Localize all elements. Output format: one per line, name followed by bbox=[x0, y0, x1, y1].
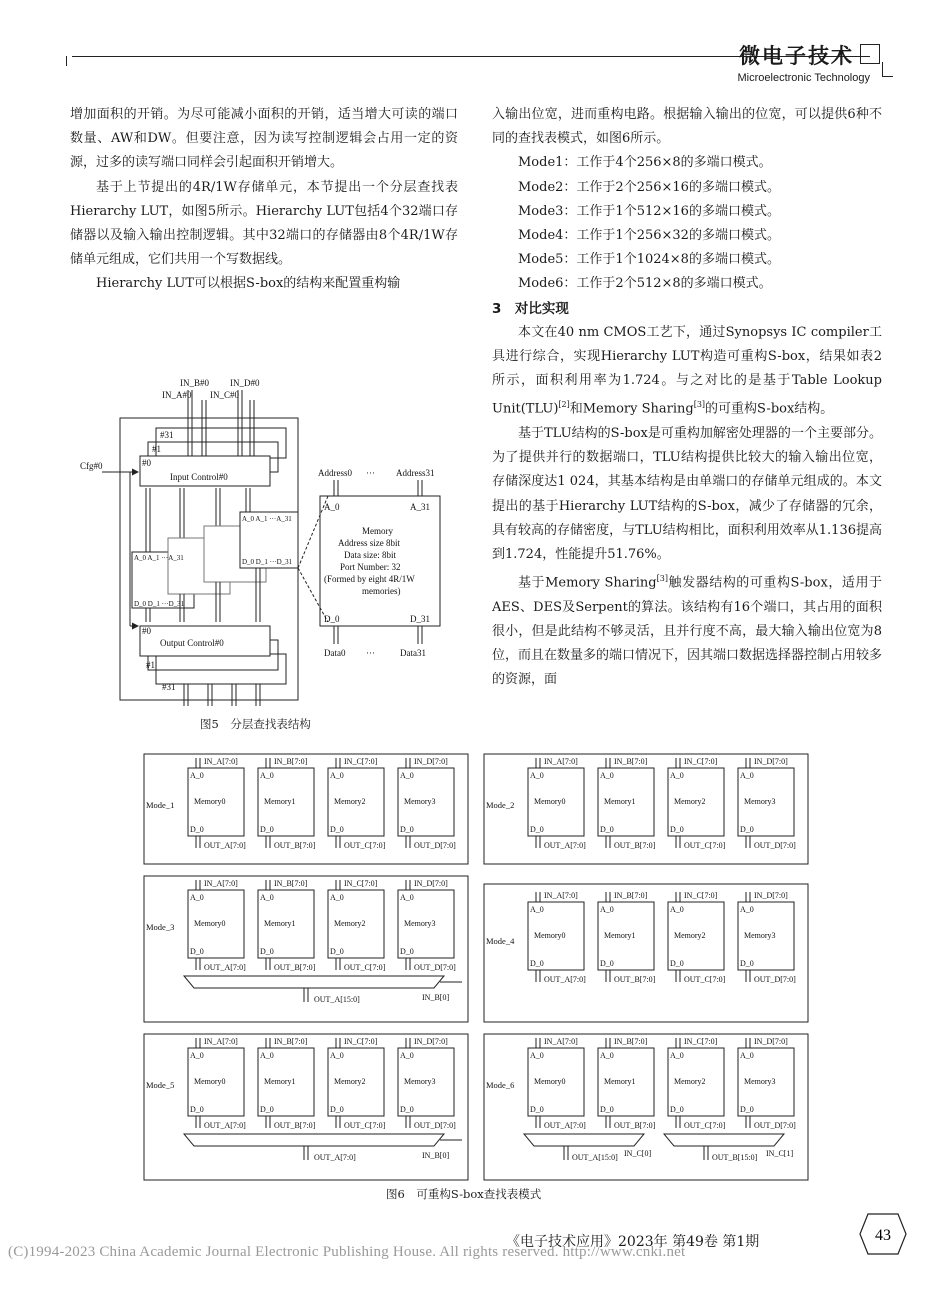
port-a0: A_0 bbox=[740, 905, 754, 914]
mode-item: Mode5：工作于1个1024×8的多端口模式。 bbox=[518, 252, 780, 268]
memory-label: Memory0 bbox=[534, 1077, 566, 1086]
port-a0: A_0 bbox=[190, 771, 204, 780]
fig5-small-mem-label: D_0 D_1 ···D_31 bbox=[242, 558, 293, 566]
port-a0: A_0 bbox=[400, 771, 414, 780]
fig5-cfg: Cfg#0 bbox=[80, 461, 103, 471]
port-d0: D_0 bbox=[330, 947, 344, 956]
port-a0: A_0 bbox=[740, 771, 754, 780]
port-d0: D_0 bbox=[400, 1105, 414, 1114]
port-a0: A_0 bbox=[670, 905, 684, 914]
input-label: IN_A[7:0] bbox=[544, 1037, 578, 1046]
output-label: OUT_A[7:0] bbox=[204, 841, 246, 850]
output-label: OUT_A[7:0] bbox=[204, 1121, 246, 1130]
memory-label: Memory1 bbox=[264, 797, 296, 806]
output-label: OUT_D[7:0] bbox=[754, 975, 796, 984]
input-label: IN_D[7:0] bbox=[754, 757, 788, 766]
journal-citation: 《电子技术应用》2023年 第49卷 第1期 bbox=[506, 1234, 760, 1250]
fig5-in-c: IN_C#0 bbox=[210, 390, 239, 400]
fig5-mem-line: Data size: 8bit bbox=[344, 550, 396, 560]
port-d0: D_0 bbox=[670, 959, 684, 968]
memory-label: Memory1 bbox=[264, 919, 296, 928]
input-label: IN_A[7:0] bbox=[544, 757, 578, 766]
fig5-dots: ··· bbox=[366, 468, 375, 478]
output-label: OUT_A[7:0] bbox=[544, 975, 586, 984]
memory-label: Memory1 bbox=[604, 931, 636, 940]
input-label: IN_C[7:0] bbox=[684, 1037, 718, 1046]
mux-output-label: OUT_B[15:0] bbox=[712, 1153, 758, 1162]
fig5-d0: D_0 bbox=[324, 614, 340, 624]
port-d0: D_0 bbox=[600, 825, 614, 834]
fig5-in-d: IN_D#0 bbox=[230, 378, 260, 388]
fig5-label: #31 bbox=[160, 430, 174, 440]
port-a0: A_0 bbox=[530, 771, 544, 780]
output-label: OUT_D[7:0] bbox=[754, 1121, 796, 1130]
input-label: IN_B[7:0] bbox=[614, 891, 648, 900]
mux-select-label: IN_C[1] bbox=[766, 1149, 794, 1158]
copyright-line: (C)1994-2023 China Academic Journal Electronic Publishing House. All rights reserved. http://www.cnki.net bbox=[8, 1244, 686, 1260]
port-a0: A_0 bbox=[260, 1051, 274, 1060]
port-d0: D_0 bbox=[190, 947, 204, 956]
input-label: IN_C[7:0] bbox=[344, 1037, 378, 1046]
fig5-memory: Memory bbox=[362, 526, 393, 536]
memory-label: Memory1 bbox=[604, 797, 636, 806]
memory-label: Memory3 bbox=[404, 1077, 436, 1086]
mux-select-label: IN_C[0] bbox=[624, 1149, 652, 1158]
page-number-badge bbox=[858, 1212, 908, 1256]
output-label: OUT_C[7:0] bbox=[344, 841, 386, 850]
output-label: OUT_B[7:0] bbox=[614, 1121, 656, 1130]
mux-output-label: OUT_A[7:0] bbox=[314, 1153, 356, 1162]
journal-section-subtitle: Microelectronic Technology bbox=[737, 72, 870, 84]
port-d0: D_0 bbox=[330, 825, 344, 834]
mux-block bbox=[184, 976, 444, 988]
output-label: OUT_B[7:0] bbox=[614, 975, 656, 984]
page-number: 43 bbox=[875, 1227, 891, 1244]
input-label: IN_C[7:0] bbox=[344, 757, 378, 766]
port-d0: D_0 bbox=[600, 959, 614, 968]
port-d0: D_0 bbox=[190, 825, 204, 834]
fig5-in-b: IN_B#0 bbox=[180, 378, 209, 388]
memory-label: Memory2 bbox=[674, 1077, 706, 1086]
header-box-mark-2 bbox=[882, 62, 893, 77]
memory-label: Memory2 bbox=[334, 797, 366, 806]
memory-label: Memory2 bbox=[334, 919, 366, 928]
fig5-mem-line: Address size 8bit bbox=[338, 538, 400, 548]
port-d0: D_0 bbox=[190, 1105, 204, 1114]
input-label: IN_B[7:0] bbox=[274, 879, 308, 888]
mux-output-label: OUT_A[15:0] bbox=[314, 995, 360, 1004]
memory-label: Memory2 bbox=[674, 797, 706, 806]
fig5-address0: Address0 bbox=[318, 468, 352, 478]
output-label: OUT_C[7:0] bbox=[344, 1121, 386, 1130]
output-label: OUT_C[7:0] bbox=[684, 975, 726, 984]
output-label: OUT_B[7:0] bbox=[614, 841, 656, 850]
output-label: OUT_A[7:0] bbox=[544, 1121, 586, 1130]
port-a0: A_0 bbox=[400, 1051, 414, 1060]
paragraph: 增加面积的开销。为尽可能减小面积的开销，适当增大可读的端口数量、AW和DW。但要注意，因为读写控制逻辑会占用一定的资源，过多的读写端口同样会引起面积开销增大。 bbox=[70, 107, 458, 171]
section-heading: 3 对比实现 bbox=[492, 300, 569, 317]
memory-label: Memory0 bbox=[534, 797, 566, 806]
port-d0: D_0 bbox=[670, 825, 684, 834]
input-label: IN_D[7:0] bbox=[414, 879, 448, 888]
port-a0: A_0 bbox=[670, 771, 684, 780]
fig5-label: #1 bbox=[152, 444, 161, 454]
output-label: OUT_C[7:0] bbox=[344, 963, 386, 972]
port-a0: A_0 bbox=[190, 893, 204, 902]
port-d0: D_0 bbox=[600, 1105, 614, 1114]
mux-select-label: IN_B[0] bbox=[422, 1151, 450, 1160]
port-a0: A_0 bbox=[670, 1051, 684, 1060]
output-label: OUT_D[7:0] bbox=[414, 1121, 456, 1130]
fig5-label: #31 bbox=[162, 682, 176, 692]
input-label: IN_D[7:0] bbox=[414, 1037, 448, 1046]
fig5-d31: D_31 bbox=[410, 614, 430, 624]
memory-label: Memory0 bbox=[194, 797, 226, 806]
input-label: IN_A[7:0] bbox=[204, 757, 238, 766]
input-label: IN_C[7:0] bbox=[344, 879, 378, 888]
port-a0: A_0 bbox=[330, 893, 344, 902]
port-a0: A_0 bbox=[330, 771, 344, 780]
citation-ref: [3] bbox=[656, 574, 668, 584]
output-label: OUT_D[7:0] bbox=[754, 841, 796, 850]
input-label: IN_C[7:0] bbox=[684, 757, 718, 766]
paragraph: 基于TLU结构的S-box是可重构加解密处理器的一个主要部分。为了提供并行的数据端口，TLU结构提供比较大的输入输出位宽，存储深度达1 024，其基本结构是由单端口的存储单元组成的。本文提出的基于Hierarchy LUT结构的S-box，减少了存储器的冗余，具有较高的存储密度，与TLU结构相比，面积利用效率从1.136提高到1.724，性能提升51.76%。 bbox=[492, 425, 882, 562]
output-label: OUT_B[7:0] bbox=[274, 841, 316, 850]
port-d0: D_0 bbox=[530, 1105, 544, 1114]
mux-block bbox=[664, 1134, 784, 1146]
port-d0: D_0 bbox=[260, 947, 274, 956]
fig5-a31: A_31 bbox=[410, 502, 430, 512]
port-a0: A_0 bbox=[600, 771, 614, 780]
mode-label: Mode_5 bbox=[146, 1080, 175, 1090]
fig5-label: #0 bbox=[142, 626, 151, 636]
port-a0: A_0 bbox=[400, 893, 414, 902]
input-label: IN_B[7:0] bbox=[614, 1037, 648, 1046]
port-d0: D_0 bbox=[330, 1105, 344, 1114]
paragraph: 基于上节提出的4R/1W存储单元，本节提出一个分层查找表Hierarchy LUT，如图5所示。Hierarchy LUT包括4个32端口存储器以及输入输出控制逻辑。其中32端口的存储器由8个4R/1W存储单元组成，它们共用一个写数据线。 bbox=[70, 179, 458, 268]
port-d0: D_0 bbox=[740, 825, 754, 834]
memory-label: Memory3 bbox=[744, 931, 776, 940]
fig5-data31: Data31 bbox=[400, 648, 426, 658]
port-d0: D_0 bbox=[260, 1105, 274, 1114]
output-label: OUT_A[7:0] bbox=[204, 963, 246, 972]
citation-ref: [2] bbox=[558, 400, 570, 410]
fig5-small-mem-label: D_0 D_1 ···D_31 bbox=[134, 600, 185, 608]
figure-6-caption: 图6 可重构S-box查找表模式 bbox=[386, 1187, 542, 1201]
fig5-mem-line: (Formed by eight 4R/1W bbox=[324, 574, 415, 584]
port-d0: D_0 bbox=[740, 959, 754, 968]
memory-label: Memory0 bbox=[534, 931, 566, 940]
port-d0: D_0 bbox=[530, 825, 544, 834]
input-label: IN_B[7:0] bbox=[274, 757, 308, 766]
port-d0: D_0 bbox=[260, 825, 274, 834]
mode-item: Mode6：工作于2个512×8的多端口模式。 bbox=[518, 276, 772, 292]
output-label: OUT_B[7:0] bbox=[274, 1121, 316, 1130]
mode-item: Mode1：工作于4个256×8的多端口模式。 bbox=[518, 155, 772, 171]
citation-ref: [3] bbox=[693, 400, 706, 410]
memory-label: Memory3 bbox=[404, 797, 436, 806]
port-a0: A_0 bbox=[740, 1051, 754, 1060]
fig5-mem-line: Port Number: 32 bbox=[340, 562, 401, 572]
figure-5-diagram bbox=[80, 376, 460, 714]
port-a0: A_0 bbox=[600, 1051, 614, 1060]
mux-select-label: IN_B[0] bbox=[422, 993, 450, 1002]
mode-label: Mode_1 bbox=[146, 800, 175, 810]
journal-section-title: 微电子技术 bbox=[739, 44, 854, 68]
left-column bbox=[70, 103, 458, 297]
fig5-small-mem-label: A_0 A_1 ···A_31 bbox=[242, 515, 292, 523]
memory-label: Memory0 bbox=[194, 1077, 226, 1086]
paragraph: Hierarchy LUT可以根据S-box的结构来配置重构输 bbox=[96, 276, 401, 292]
fig5-label: #1 bbox=[146, 660, 155, 670]
port-d0: D_0 bbox=[740, 1105, 754, 1114]
port-a0: A_0 bbox=[530, 1051, 544, 1060]
output-label: OUT_D[7:0] bbox=[414, 963, 456, 972]
output-label: OUT_B[7:0] bbox=[274, 963, 316, 972]
header-box-mark bbox=[860, 44, 880, 64]
fig5-small-mem-label: A_0 A_1 ···A_31 bbox=[134, 554, 184, 562]
input-label: IN_D[7:0] bbox=[754, 891, 788, 900]
mode-label: Mode_4 bbox=[486, 936, 515, 946]
mux-output-label: OUT_A[15:0] bbox=[572, 1153, 618, 1162]
fig5-mem-line: memories) bbox=[362, 586, 401, 596]
fig5-input-control: Input Control#0 bbox=[170, 472, 228, 482]
port-a0: A_0 bbox=[190, 1051, 204, 1060]
fig5-dots: ··· bbox=[366, 648, 375, 658]
fig5-in-a: IN_A#0 bbox=[162, 390, 192, 400]
mode-label: Mode_3 bbox=[146, 922, 175, 932]
mode-item: Mode4：工作于1个256×32的多端口模式。 bbox=[518, 228, 780, 244]
port-a0: A_0 bbox=[530, 905, 544, 914]
mux-block bbox=[524, 1134, 644, 1146]
memory-label: Memory0 bbox=[194, 919, 226, 928]
output-label: OUT_D[7:0] bbox=[414, 841, 456, 850]
port-d0: D_0 bbox=[400, 825, 414, 834]
memory-label: Memory1 bbox=[264, 1077, 296, 1086]
input-label: IN_B[7:0] bbox=[274, 1037, 308, 1046]
paragraph: 基于Memory Sharing[3]触发器结构的可重构S-box，适用于AES、DES及Serpent的算法。该结构有16个端口，其占用的面积很小，但是此结构不够灵活，且并行度不高，最大输入输出位宽为8位，而且在数量多的端口情况下，因其端口数据选择器控制占用较多的资源，面 bbox=[492, 574, 883, 688]
mode-label: Mode_6 bbox=[486, 1080, 515, 1090]
input-label: IN_C[7:0] bbox=[684, 891, 718, 900]
output-label: OUT_A[7:0] bbox=[544, 841, 586, 850]
port-a0: A_0 bbox=[260, 893, 274, 902]
input-label: IN_D[7:0] bbox=[754, 1037, 788, 1046]
output-label: OUT_C[7:0] bbox=[684, 841, 726, 850]
input-label: IN_A[7:0] bbox=[204, 1037, 238, 1046]
memory-label: Memory3 bbox=[744, 1077, 776, 1086]
fig5-data0: Data0 bbox=[324, 648, 346, 658]
paragraph: 本文在40 nm CMOS工艺下，通过Synopsys IC compiler工具进行综合，实现Hierarchy LUT构造可重构S-box，结果如表2所示，面积利用率为1.724。与之对比的是基于Table Lookup Unit(TLU)[2]和Memory Sharing[3]的可重构S-box结构。 bbox=[492, 324, 882, 417]
port-a0: A_0 bbox=[600, 905, 614, 914]
port-d0: D_0 bbox=[670, 1105, 684, 1114]
input-label: IN_D[7:0] bbox=[414, 757, 448, 766]
mode-item: Mode2：工作于2个256×16的多端口模式。 bbox=[518, 179, 780, 195]
memory-label: Memory3 bbox=[404, 919, 436, 928]
port-d0: D_0 bbox=[400, 947, 414, 956]
input-label: IN_A[7:0] bbox=[204, 879, 238, 888]
fig5-a0: A_0 bbox=[324, 502, 340, 512]
header-corner-mark bbox=[66, 56, 75, 66]
paragraph: 入输出位宽，进而重构电路。根据输入输出的位宽，可以提供6种不同的查找表模式，如图6所示。 bbox=[492, 107, 882, 147]
memory-label: Memory2 bbox=[334, 1077, 366, 1086]
mode-item: Mode3：工作于1个512×16的多端口模式。 bbox=[518, 203, 780, 219]
port-a0: A_0 bbox=[260, 771, 274, 780]
port-a0: A_0 bbox=[330, 1051, 344, 1060]
memory-label: Memory2 bbox=[674, 931, 706, 940]
memory-label: Memory3 bbox=[744, 797, 776, 806]
right-column bbox=[492, 103, 882, 693]
input-label: IN_B[7:0] bbox=[614, 757, 648, 766]
figure-6-diagram bbox=[140, 750, 810, 1190]
fig5-address31: Address31 bbox=[396, 468, 435, 478]
fig5-label: #0 bbox=[142, 458, 151, 468]
figure-5-caption: 图5 分层查找表结构 bbox=[200, 717, 311, 731]
port-d0: D_0 bbox=[530, 959, 544, 968]
mode-label: Mode_2 bbox=[486, 800, 515, 810]
output-label: OUT_C[7:0] bbox=[684, 1121, 726, 1130]
mux-block bbox=[184, 1134, 444, 1146]
fig5-output-control: Output Control#0 bbox=[160, 638, 224, 648]
memory-label: Memory1 bbox=[604, 1077, 636, 1086]
input-label: IN_A[7:0] bbox=[544, 891, 578, 900]
